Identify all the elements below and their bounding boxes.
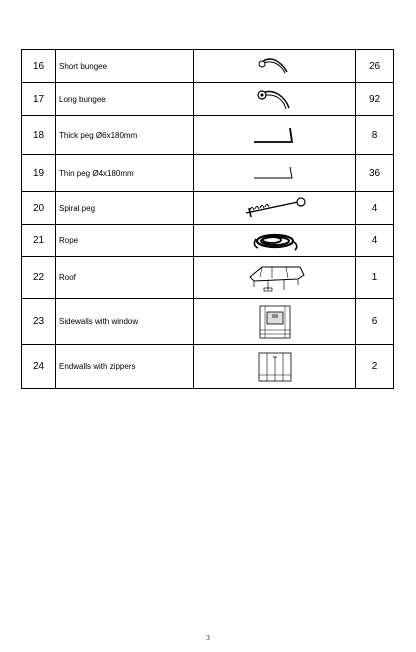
part-description: Rope bbox=[56, 225, 194, 257]
part-number: 17 bbox=[22, 83, 56, 116]
part-picture-cell bbox=[194, 155, 356, 192]
part-number: 22 bbox=[22, 257, 56, 299]
part-number: 19 bbox=[22, 155, 56, 192]
part-description: Thick peg Ø6x180mm bbox=[56, 116, 194, 155]
page-number: 3 bbox=[206, 634, 210, 642]
part-description: Endwalls with zippers bbox=[56, 345, 194, 389]
part-description: Short bungee bbox=[56, 50, 194, 83]
table-row bbox=[22, 299, 394, 345]
part-picture-cell bbox=[194, 345, 356, 389]
part-quantity: 2 bbox=[356, 345, 394, 389]
table-row bbox=[22, 225, 394, 257]
spiral-peg-icon bbox=[240, 195, 310, 221]
rope-icon bbox=[248, 229, 302, 253]
part-number: 21 bbox=[22, 225, 56, 257]
part-quantity: 4 bbox=[356, 192, 394, 225]
part-number: 16 bbox=[22, 50, 56, 83]
part-quantity: 1 bbox=[356, 257, 394, 299]
roof-icon bbox=[242, 261, 308, 295]
part-quantity: 36 bbox=[356, 155, 394, 192]
part-description: Sidewalls with window bbox=[56, 299, 194, 345]
part-picture-cell bbox=[194, 192, 356, 225]
part-description: Long bungee bbox=[56, 83, 194, 116]
table-row bbox=[22, 83, 394, 116]
thin-peg-icon bbox=[250, 163, 300, 183]
part-picture-cell bbox=[194, 299, 356, 345]
parts-table bbox=[21, 49, 394, 389]
long-bungee-icon bbox=[253, 86, 297, 112]
part-picture-cell bbox=[194, 83, 356, 116]
sidewall-window-icon bbox=[255, 303, 295, 341]
part-quantity: 92 bbox=[356, 83, 394, 116]
part-number: 24 bbox=[22, 345, 56, 389]
part-number: 20 bbox=[22, 192, 56, 225]
part-picture-cell bbox=[194, 257, 356, 299]
part-description: Thin peg Ø4x180mm bbox=[56, 155, 194, 192]
table-row bbox=[22, 345, 394, 389]
table-row bbox=[22, 116, 394, 155]
part-description: Spiral peg bbox=[56, 192, 194, 225]
table-row bbox=[22, 192, 394, 225]
part-picture-cell bbox=[194, 225, 356, 257]
part-quantity: 8 bbox=[356, 116, 394, 155]
part-description: Roof bbox=[56, 257, 194, 299]
part-quantity: 6 bbox=[356, 299, 394, 345]
part-number: 18 bbox=[22, 116, 56, 155]
part-picture-cell bbox=[194, 50, 356, 83]
part-picture-cell bbox=[194, 116, 356, 155]
table-row bbox=[22, 257, 394, 299]
table-row bbox=[22, 155, 394, 192]
endwall-zipper-icon bbox=[255, 349, 295, 385]
short-bungee-icon bbox=[255, 55, 295, 77]
part-number: 23 bbox=[22, 299, 56, 345]
part-quantity: 4 bbox=[356, 225, 394, 257]
table-row bbox=[22, 50, 394, 83]
part-quantity: 26 bbox=[356, 50, 394, 83]
thick-peg-icon bbox=[250, 123, 300, 147]
